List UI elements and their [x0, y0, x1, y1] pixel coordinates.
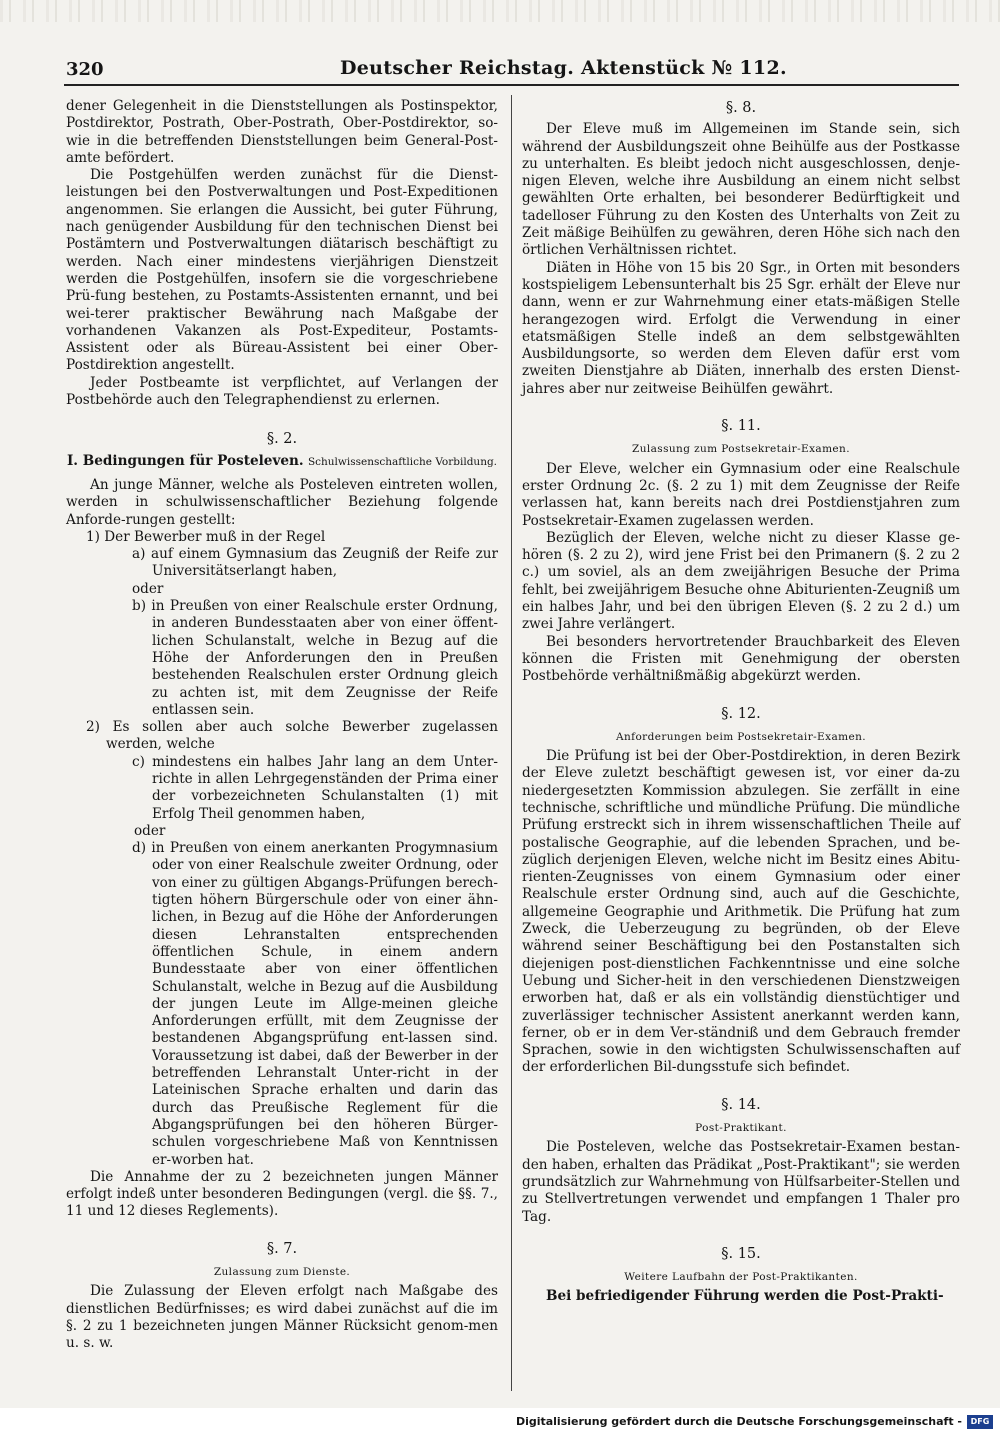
page-number: 320 [66, 59, 104, 80]
section-subtitle: Anforderungen beim Postsekretair-Examen. [616, 730, 866, 743]
paragraph: Die Postgehülfen werden zunächst für die Dienst-leistungen bei den Postverwaltungen und Post-Expeditionen angenommen. Sie erlangen die Aussicht, bei guter Führung, nach genügender Ausbildung für den technischen Dienst bei Postämtern und Postverwaltungen diätarisch beschäftigt zu werden. Nach einer mindestens vierjährigen Dienstzeit werden die Postgehülfen, insofern sie die vorgeschriebene Prü-fung bestehen, zu Postamts-Assistenten ernannt, und bei wei-terer praktischer Bewährung nach Maßgabe der vorhandenen Vakanzen als Post-Expediteur, Postamts-Assistent oder als Büreau-Assistent bei einer Ober-Postdirektion angestellt. [66, 167, 498, 374]
right-column [522, 98, 960, 1306]
paragraph: Die Posteleven, welche das Postsekretair-Examen bestan-den haben, erhalten das Prädikat „Post-Praktikant"; sie werden grundsätzlich zur Wahrnehmung von Hülfsarbeiter-Stellen und zu Stellvertretungen verwendet und empfangen 1 Thaler pro Tag. [522, 1139, 960, 1225]
paragraph: Die Zulassung der Eleven erfolgt nach Maßgabe des dienstlichen Bedürfnisses; es wird dabei zunächst auf die im §. 2 zu 1 bezeichneten jungen Männer Rücksicht genom-men u. s. w. [66, 1283, 498, 1352]
footer-credit: Digitalisierung gefördert durch die Deutsche Forschungsgemeinschaft - [515, 1415, 962, 1428]
column-divider [511, 95, 512, 1391]
conjunction: oder [132, 580, 164, 597]
paragraph: Der Eleve muß im Allgemeinen im Stande sein, sich während der Ausbildungszeit ohne Beihülfe aus der Postkasse zu unterhalten. Es bleibt jedoch nicht ausgeschlossen, denje-nigen Eleven, welche ihre Ausbildung an einem nicht selbst gewählten Orte erhalten, bei besonderer Bedürftigkeit und tadelloser Führung zu den Kosten des Unterhalts von Zeit zu Zeit mäßige Beihülfen zu gewähren, deren Höhe sich nach den örtlichen Verhältnissen richtet. [522, 121, 960, 259]
paragraph: Bei befriedigender Führung werden die Post-Prakti- [546, 1288, 944, 1305]
paragraph: Die Annahme der zu 2 bezeichneten jungen Männer erfolgt indeß unter besonderen Bedingungen (vergl. die §§. 7., 11 und 12 dieses Reglements). [66, 1168, 498, 1220]
header-rule [64, 84, 959, 86]
paragraph: Diäten in Höhe von 15 bis 20 Sgr., in Orten mit besonders kostspieligem Lebensunterhalt bis 25 Sgr. erhält der Eleve nur dann, wenn er zur Wahrnehmung einer etats-mäßigen Stelle herangezogen wird. Erfolgt die Verwendung in einer etatsmäßigen Stelle indeß an dem selbstgewählten Ausbildungsorte, so werden dem Eleven dafür erst vom zweiten Dienstjahre ab Diäten, innerhalb des ersten Dienst-jahres aber nur zeitweise Beihülfen gewährt. [522, 259, 960, 397]
section-subtitle: Post-Praktikant. [695, 1122, 787, 1135]
section-title: §. 12. [721, 705, 761, 722]
paragraph: dener Gelegenheit in die Dienststellungen als Postinspektor, Postdirektor, Postrath, Ober-Postrath, Ober-Postdirektor, so-wie in die betreffenden Dienststellungen beim General-Post-amte befördert. [66, 98, 498, 166]
paragraph: Jeder Postbeamte ist verpflichtet, auf Verlangen der Postbehörde auch den Telegraphendienst zu erlernen. [66, 374, 498, 409]
list-item: d) in Preußen von einem anerkanten Progymnasium oder von einer Realschule zweiter Ordnung, oder von einer zu gültigen Abgangs-Prüfungen berech-tigten höhern Bürgerschule oder von einer ähn-lichen, in Bezug auf die Höhe der Anforderungen diesen Lehranstalten entsprechenden öffentlichen Schule, in einem andern Bundesstaate aber von einer öffentlichen Schulanstalt, welche in Bezug auf die Ausbildung der jungen Leute im Allge-meinen gleiche Anforderungen erfüllt, mit dem Zeugnisse der bestandenen Abgangsprüfung ent-lassen sind. Voraussetzung ist dabei, daß der Bewerber in der betreffenden Lehranstalt Unter-richt in der Lateinischen Sprache erhalten und darin das durch das Preußische Reglement für die Abgangsprüfungen bei den höheren Bürger-schulen vorgeschriebene Maß von Kenntnissen er-worben hat. [132, 840, 498, 1168]
footer [0, 1412, 1000, 1432]
paragraph: An junge Männer, welche als Posteleven eintreten wollen, werden in schulwissenschaftlicher Beziehung folgende Anforde-rungen gestellt: [66, 476, 498, 528]
list-item: b) in Preußen von einer Realschule erster Ordnung, in anderen Bundesstaaten aber von einer öffent-lichen Schulanstalt, welche in Bezug auf die Höhe der Anforderungen den in Preußen bestehenden Realschulen erster Ordnung gleich zu achten ist, mit dem Zeugnisse der Reife entlassen sein. [132, 598, 498, 718]
section-title: §. 2. [266, 431, 298, 448]
conjunction: oder [134, 822, 166, 839]
section-title: §. 7. [266, 1240, 298, 1257]
section-subtitle: Zulassung zum Dienste. [213, 1266, 351, 1278]
section-title: §. 8. [725, 100, 757, 116]
section-subtitle: Zulassung zum Postsekretair-Examen. [632, 443, 850, 456]
left-column [66, 98, 498, 1352]
paragraph: Bezüglich der Eleven, welche nicht zu dieser Klasse ge-hören (§. 2 zu 2), wird jene Frist bei den Primanern (§. 2 zu 2 c.) um soviel, als an dem zweijährigen Besuche der Prima fehlt, bei zweijährigem Besuche ohne Abiturienten-Zeugniß um ein halbes Jahr, und bei den übrigen Eleven (§. 2 zu 2 d.) um zwei Jahre verlängert. [522, 529, 961, 633]
scan-edge [0, 0, 1000, 22]
list-item: 1) Der Bewerber muß in der Regel [86, 528, 326, 545]
paragraph: Der Eleve, welcher ein Gymnasium oder eine Realschule erster Ordnung 2c. (§. 2 zu 1) mit dem Zeugnisse der Reife verlassen hat, kann bereits nach drei Postdienstjahren zum Postsekretair-Examen zugelassen werden. [522, 460, 960, 529]
dfg-logo: DFG [967, 1415, 993, 1429]
section-subtitle: Weitere Laufbahn der Post-Praktikanten. [624, 1271, 858, 1284]
paragraph: Die Prüfung ist bei der Ober-Postdirektion, in deren Bezirk der Eleve zuletzt beschäftigt gewesen ist, vor einer da-zu niedergesetzten Kommission abzulegen. Sie zerfällt in eine technische, schriftliche und mündliche Prüfung. Die mündliche Prüfung erstreckt sich in ihrem wissenschaftlichen Theile auf postalische Geographie, auf die lebenden Sprachen, und be-züglich derjenigen Eleven, welche nicht im Besitz eines Abitu-rienten-Zeugnisses von einem Gymnasium oder einer Realschule erster Ordnung sind, auch auf die Geschichte, allgemeine Geographie und Arithmetik. Die Prüfung hat zum Zweck, die Ueberzeugung zu begründen, ob der Eleve während seiner Beschäftigung bei den Postanstalten sich diejenigen post-dienstlichen Fachkenntnisse und eine solche Uebung und Sicher-heit in den verschiedenen Dienstzweigen erworben hat, daß er als ein vollständig dienstüchtiger und zuverlässiger technischer Assistent anerkannt werden kann, ferner, ob er in dem Ver-ständniß und dem Gebrauch fremder Sprachen, sowie in den wichtigsten Schulwissenschaften auf der erforderlichen Bil-dungsstufe sich befindet. [522, 748, 960, 1076]
heading-main: I. Bedingungen für Posteleven. [66, 452, 304, 469]
list-item: a) auf einem Gymnasium das Zeugniß der Reife zur Universitätserlangt haben, [132, 546, 498, 580]
running-head: Deutscher Reichstag. Aktenstück № 112. [340, 57, 787, 79]
section-title: §. 11. [721, 418, 761, 435]
list-item: c) mindestens ein halbes Jahr lang an dem Unter-richte in allen Lehrgegenständen der Prima einer der vorbezeichneten Schulanstalten (1) mit Erfolg Theil genommen haben, [132, 753, 498, 822]
heading-small: Schulwissenschaftliche Vorbildung. [307, 455, 498, 468]
list-item: 2) Es sollen aber auch solche Bewerber zugelassen werden, welche [86, 719, 498, 753]
section-heading [66, 453, 498, 471]
paragraph: Bei besonders hervortretender Brauchbarkeit des Eleven können die Fristen mit Genehmigung der obersten Postbehörde verhältnißmäßig abgekürzt werden. [522, 633, 960, 685]
section-title: §. 15. [721, 1245, 761, 1262]
section-title: §. 14. [721, 1096, 761, 1113]
